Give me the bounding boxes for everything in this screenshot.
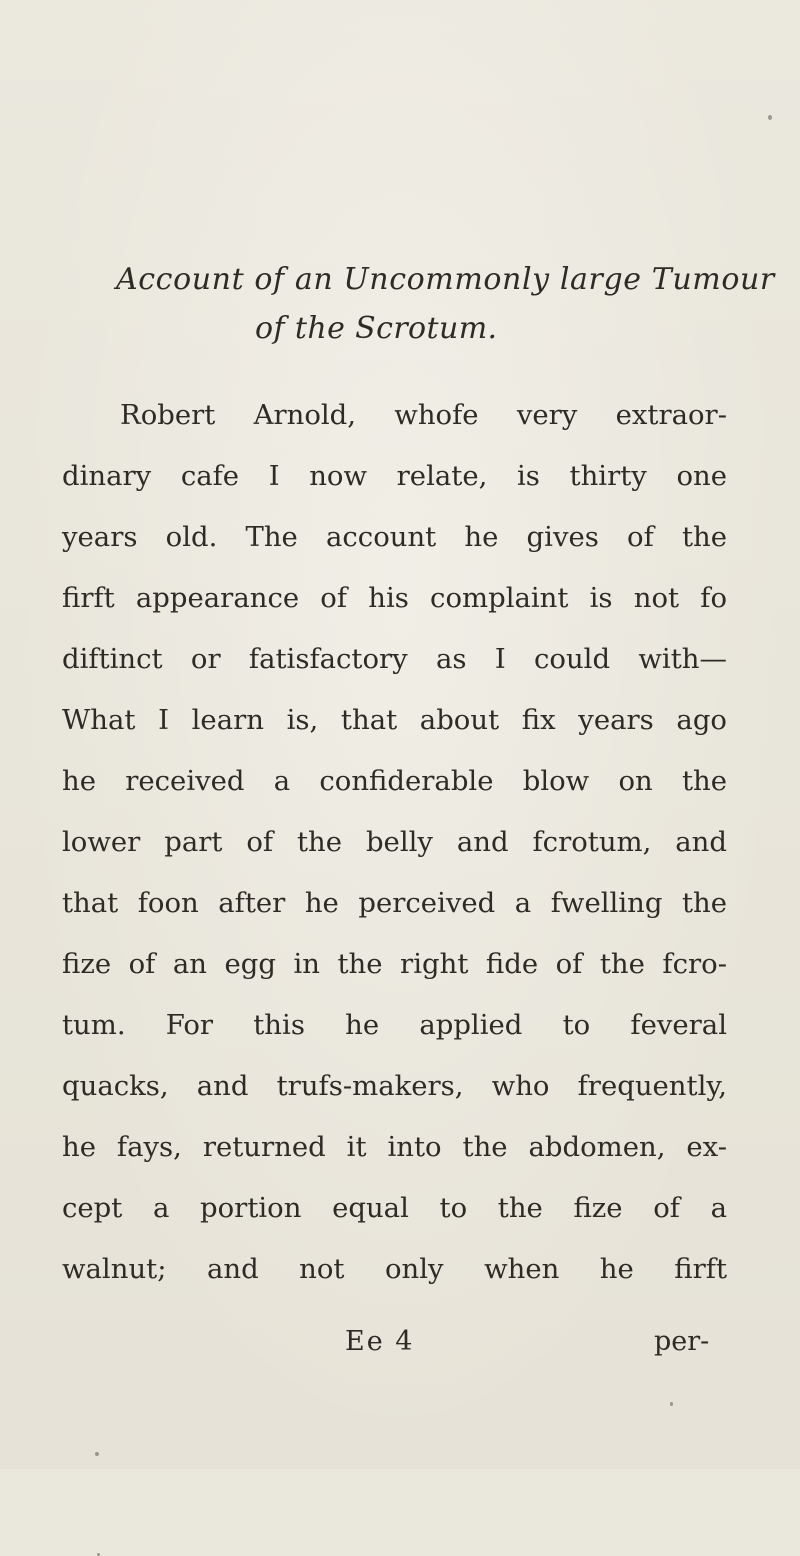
paper-speck xyxy=(768,115,772,120)
paper-speck xyxy=(670,1402,673,1406)
body-line: What I learn is, that about fix years ago xyxy=(62,704,727,736)
body-line: years old. The account he gives of the xyxy=(62,521,727,553)
body-line: Robert Arnold, whofe very extraor- xyxy=(120,399,727,431)
body-line: cept a portion equal to the fize of a xyxy=(62,1192,727,1224)
body-line: firft appearance of his complaint is not fo xyxy=(62,582,727,614)
catchword: per- xyxy=(654,1326,710,1357)
body-line: lower part of the belly and fcrotum, and xyxy=(62,826,727,858)
signature-mark: Ee 4 xyxy=(345,1326,415,1357)
body-line: quacks, and trufs-makers, who frequently, xyxy=(62,1070,727,1102)
chapter-title-line-1: Account of an Uncommonly large Tumour xyxy=(116,262,775,297)
paper-speck xyxy=(95,1452,99,1456)
chapter-title-line-2: of the Scrotum. xyxy=(255,311,498,346)
body-line: that foon after he perceived a fwelling the xyxy=(62,887,727,919)
body-line: he fays, returned it into the abdomen, ex- xyxy=(62,1131,727,1163)
body-line: dinary cafe I now relate, is thirty one xyxy=(62,460,727,492)
body-line: he received a confiderable blow on the xyxy=(62,765,727,797)
body-line: fize of an egg in the right fide of the fcro- xyxy=(62,948,727,980)
body-line: tum. For this he applied to feveral xyxy=(62,1009,727,1041)
body-line: walnut; and not only when he firft xyxy=(62,1253,727,1285)
body-line: diftinct or fatisfactory as I could with— xyxy=(62,643,727,675)
